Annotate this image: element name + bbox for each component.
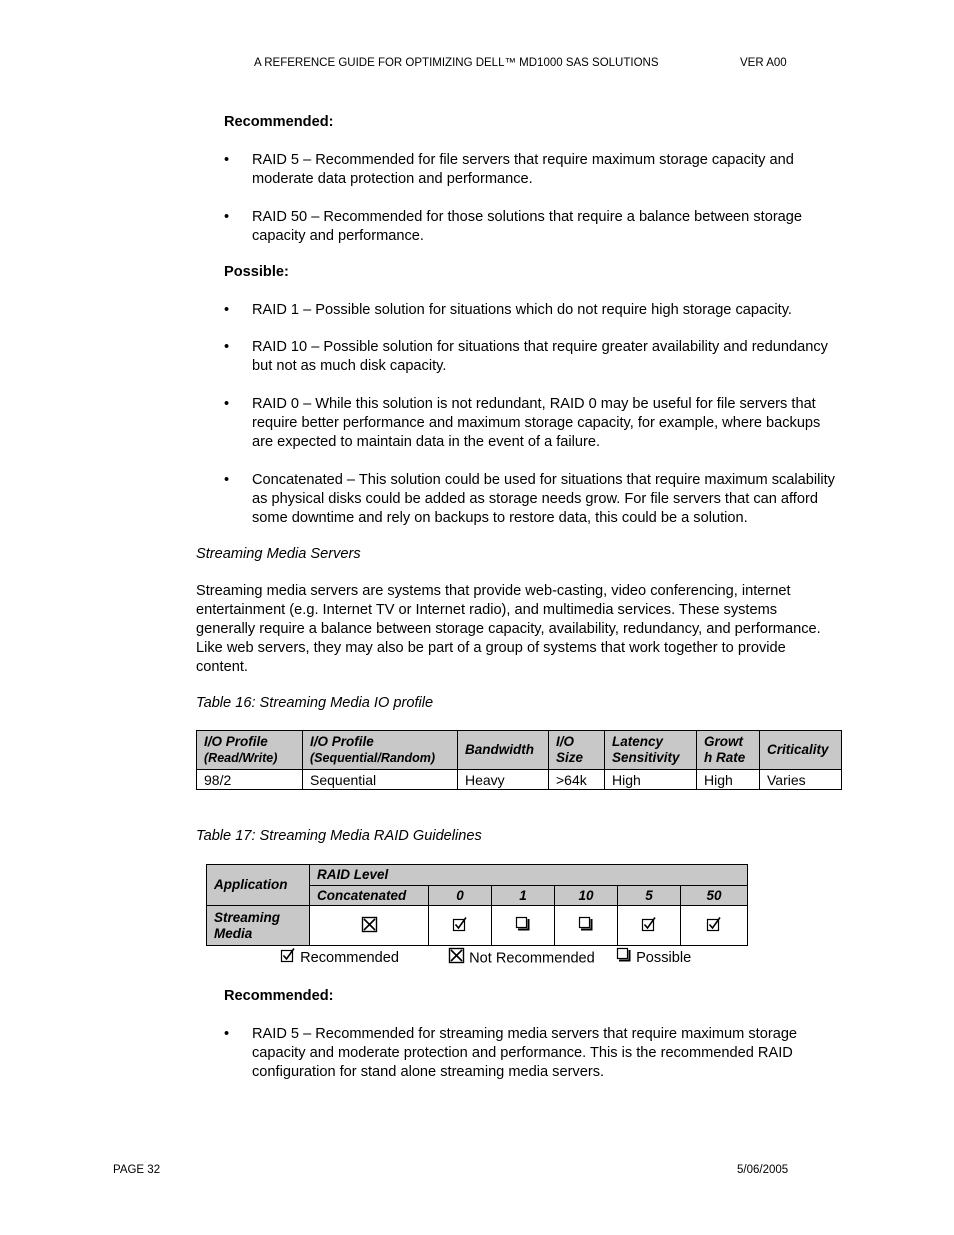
possible-list (224, 301, 844, 528)
header-cell: Growt h Rate (697, 731, 760, 770)
legend-possible: Possible (616, 947, 691, 969)
raid-cell (555, 906, 618, 946)
table-cell: High (697, 770, 760, 790)
raid-level-header: RAID Level (310, 865, 748, 886)
header-cell: 10 (555, 886, 618, 906)
possible-heading: Possible: (224, 264, 289, 280)
recommended-list (224, 1025, 844, 1082)
section-paragraph: Streaming media servers are systems that provide web-casting, video conferencing, internet entertainment (e.g. Internet TV or Internet radio), and multimedia services. These systems generally require a balance between storage capacity, availability, redundancy, and performance. Like web servers, they may also be part of a group of systems that work together to provide content. (196, 583, 821, 675)
raid-cell (492, 906, 555, 946)
legend-recommended: Recommended (280, 947, 399, 969)
list-item: • RAID 50 – Recommended for those solutions that require a balance between storage capacity and performance. (224, 209, 803, 244)
footer-date: 5/06/2005 (737, 1164, 789, 1176)
application-header: Application (207, 865, 310, 906)
raid-cell (310, 906, 429, 946)
header-cell: Bandwidth (458, 731, 549, 770)
header-cell: Latency Sensitivity (605, 731, 697, 770)
recommended-icon (706, 916, 722, 935)
header-title: A REFERENCE GUIDE FOR OPTIMIZING DELL™ MD1000 SAS SOLUTIONS (254, 57, 659, 69)
header-cell: Concatenated (310, 886, 429, 906)
table-row (197, 770, 842, 790)
table-row (207, 906, 748, 946)
list-item: • RAID 0 – While this solution is not redundant, RAID 0 may be useful for file servers that require better performance and maximum storage capacity, for example, where backups are expected to maintain data in the event of a failure. (224, 396, 821, 450)
header-version: VER A00 (740, 57, 787, 69)
table-header-row (197, 731, 842, 770)
table-cell: Heavy (458, 770, 549, 790)
bullet-icon: • (224, 396, 230, 412)
table-cell: 98/2 (197, 770, 303, 790)
header-cell: I/O Profile (Sequential/Random) (303, 731, 458, 770)
bullet-icon: • (224, 209, 230, 225)
header-cell: 5 (618, 886, 681, 906)
raid-cell (429, 906, 492, 946)
bullet-icon: • (224, 152, 230, 168)
footer-page: PAGE 32 (113, 1164, 161, 1176)
table-cell: High (605, 770, 697, 790)
possible-icon (515, 916, 531, 935)
possible-icon (578, 916, 594, 935)
header-cell: I/O Size (549, 731, 605, 770)
bullet-icon: • (224, 472, 230, 488)
recommended-list (224, 151, 844, 246)
raid-cell (681, 906, 748, 946)
legend-not-recommended: Not Recommended (448, 947, 595, 970)
table16-caption: Table 16: Streaming Media IO profile (196, 695, 434, 711)
recommended-icon (280, 947, 296, 969)
list-item: • Concatenated – This solution could be used for situations that require maximum scalability as physical disks could be added as storage needs grow. For file servers that can afford some downtime and rely on backups to restore data, this could be a solution. (224, 472, 835, 526)
not-recommended-icon (361, 916, 378, 936)
recommended-heading: Recommended: (224, 988, 334, 1004)
raid-cell (618, 906, 681, 946)
recommended-icon (452, 916, 468, 935)
row-label: Streaming Media (207, 906, 310, 946)
recommended-icon (641, 916, 657, 935)
recommended-heading: Recommended: (224, 114, 334, 130)
bullet-icon: • (224, 339, 230, 355)
header-cell: 50 (681, 886, 748, 906)
table-cell: Varies (760, 770, 842, 790)
header-cell: 0 (429, 886, 492, 906)
possible-icon (616, 947, 632, 969)
header-cell: Criticality (760, 731, 842, 770)
not-recommended-icon (448, 947, 465, 970)
raid-guidelines-table (206, 864, 748, 946)
bullet-icon: • (224, 302, 230, 318)
list-item: • RAID 1 – Possible solution for situations which do not require high storage capacity. (224, 302, 792, 318)
list-item: • RAID 5 – Recommended for streaming media servers that require maximum storage capacity and moderate protection and performance. This is the recommended RAID configuration for stand alone streaming media servers. (224, 1026, 798, 1080)
table-header-row (207, 865, 748, 886)
list-item: • RAID 10 – Possible solution for situations that require greater availability and redundancy but not as much disk capacity. (224, 339, 828, 374)
section-heading: Streaming Media Servers (196, 546, 361, 562)
list-item: • RAID 5 – Recommended for file servers that require maximum storage capacity and moderate data protection and performance. (224, 152, 794, 187)
table17-caption: Table 17: Streaming Media RAID Guidelines (196, 828, 482, 844)
bullet-icon: • (224, 1026, 230, 1042)
table-cell: Sequential (303, 770, 458, 790)
header-cell: I/O Profile (Read/Write) (197, 731, 303, 770)
table-cell: >64k (549, 770, 605, 790)
header-cell: 1 (492, 886, 555, 906)
io-profile-table (196, 730, 842, 790)
